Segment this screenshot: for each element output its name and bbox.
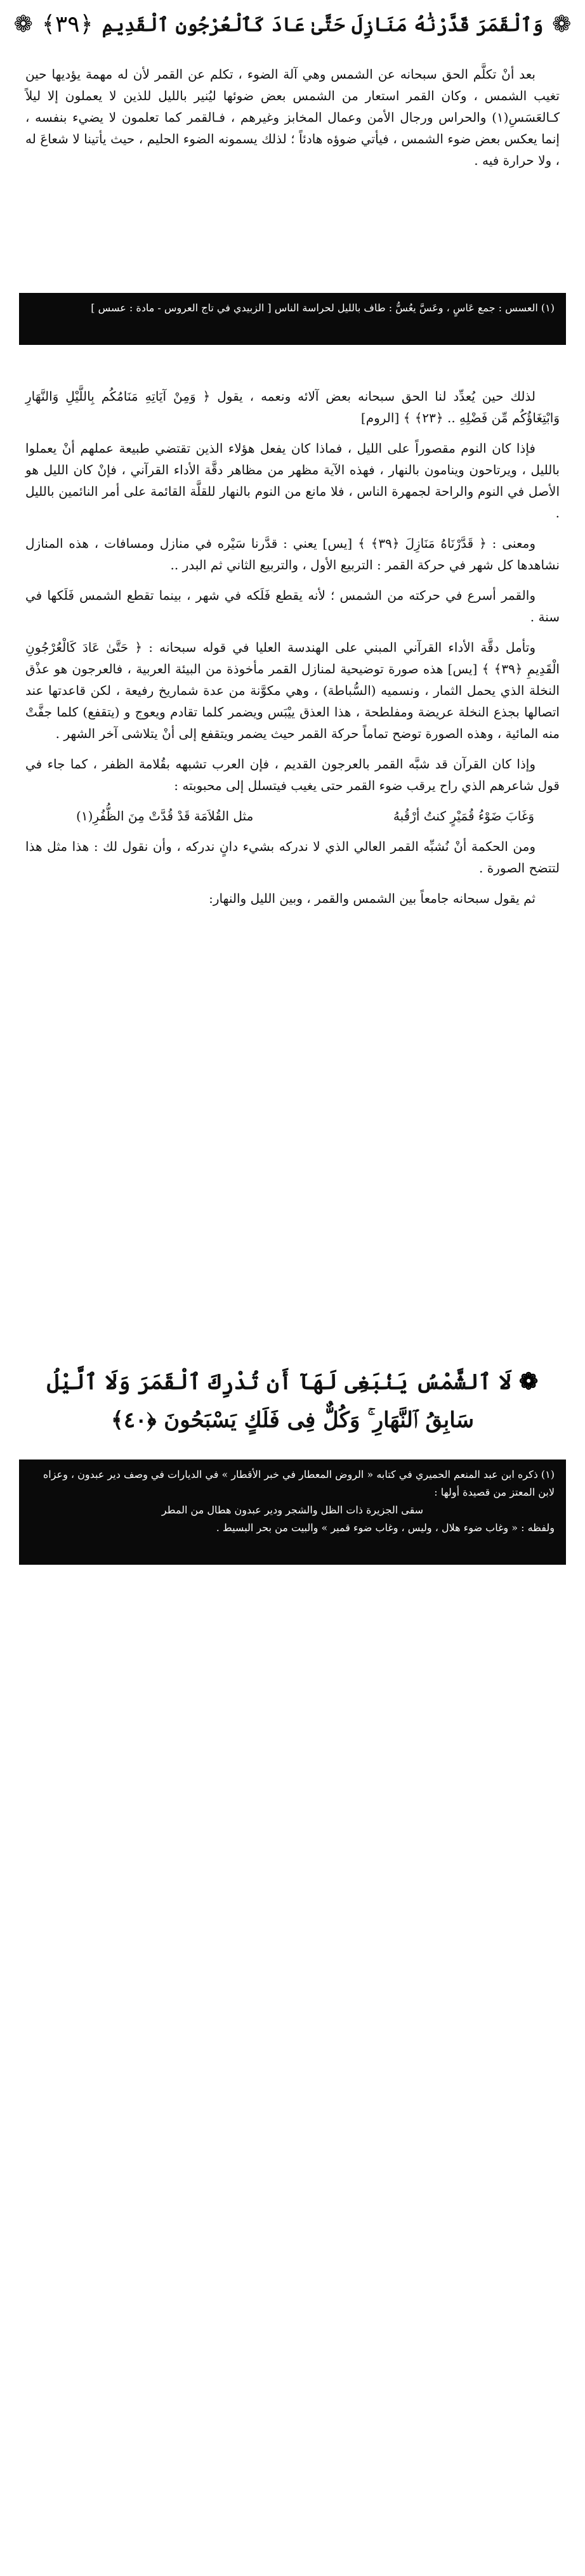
paragraph: لذلك حين يُعدِّد لنا الحق سبحانه بعض آلائه ونعمه ، يقول ﴿ وَمِنْ آيَاتِهِ مَنَامُكُم بِاللَّيْلِ وَالنَّهَارِ وَابْتِغَاؤُكُم مِّن فَضْلِهِ .. ﴿٢٣﴾ ﴾ [الروم] [25, 389, 560, 425]
verse-line-1 [38, 1363, 547, 1401]
footnote-line: ولفظه : « وغاب ضوء هلال ، وليس ، وغاب ضوء قمير » والبيت من بحر البسيط . [216, 1522, 555, 1534]
paragraph: وتأمل دقَّة الأداء القرآني المبني على الهندسة العليا في قوله سبحانه : ﴿ حَتَّىٰ عَادَ كَالْعُرْجُونِ الْقَدِيمِ ﴿٣٩﴾ ﴾ [يس] هذه صورة توضيحية لمنازل القمر مأخوذة من البيئة العربية ، فالعرجون هو عذْق النخلة الذي يحمل الثمار ، ونسميه (السُّباطة) ، وهي مكوَّنة من عدة شماريخ رفيعة ، لكن قاعدتها عند اتصالها بجذع النخلة عريضة ومفلطحة ، هذا العذق ييْبَس ويضمر كلما تقادم ويعوج و (يتقفع) كلما جفَّتْ منه المائية ، وهذه الصورة توضح تماماً حركة القمر حيث يضمر ويتقفع إلى أنْ يتلاشى آخر الشهر . [25, 640, 560, 741]
ornament-icon: ❁ [13, 11, 33, 37]
body-section-1 [25, 63, 560, 180]
body-section-2 [25, 385, 560, 918]
verse-line-2-text: سَابِقُ ٱلنَّهَارِ ۚ وَكُلٌّ فِى فَلَكٍ يَسْبَحُونَ [164, 1408, 475, 1433]
footnote-line: سقى الجزيرة ذات الظل والشجر ودير عبدون هطال من المطر [161, 1504, 424, 1516]
paragraph: ومن الحكمة أنْ نُشبِّه القمر العالي الذي لا ندركه بشيء دانٍ ندركه ، وأن نقول لك : هذا مثل هذا لتتضح الصورة . [25, 839, 560, 876]
poem-verse [25, 805, 560, 827]
poem-hemistich-1: وَغَابَ ضَوْءُ قُمَيْرٍ كنتُ أرْقُبهُ [393, 808, 534, 824]
ornament-icon: ❁ [552, 11, 572, 37]
paragraph: والقمر أسرع في حركته من الشمس ؛ لأنه يقطع فَلَكه في شهر ، بينما تقطع الشمس فَلَكها في سنة . [25, 588, 560, 625]
paragraph: وإذا كان القرآن قد شبَّه القمر بالعرجون القديم ، فإن العرب تشبهه بقُلامة الظفر ، كما جاء في قول شاعرهم الذي راح يرقب ضوء القمر حتى يغيب فيتسلل إلى محبوبته : [25, 756, 560, 793]
paragraph: ومعنى : ﴿ قَدَّرْنَاهُ مَنَازِلَ ﴿٣٩﴾ ﴾ [يس] يعني : قدَّرنا سَيْره في منازل ومسافات ، هذه المنازل نشاهدها كل شهر في حركة القمر : التربيع الأول ، والتربيع الثاني ثم البدر .. [25, 536, 560, 573]
footnote-line: (١) ذكره ابن عبد المنعم الحميري في كتابه « الروض المعطار في خبر الأقطار » في الديارات في وصف دير عبدون ، وعزاه لابن المعتز من قصيدة أولها : [43, 1468, 555, 1498]
verse-line-2 [38, 1401, 547, 1439]
blank-page-area [0, 1579, 585, 2576]
verse-number: ٣٩ [55, 11, 80, 37]
footnote-2 [19, 1460, 566, 1565]
verse-number-badge: ﴿٣٩﴾ [41, 11, 93, 37]
paragraph: ثم يقول سبحانه جامعاً بين الشمس والقمر ، وبين الليل والنهار: [209, 891, 536, 906]
verse-number: ٤٠ [123, 1408, 147, 1433]
paragraph: بعد أنْ تكلَّم الحق سبحانه عن الشمس وهي آلة الضوء ، تكلم عن القمر لأن له مهمة يؤديها حين تغيب الشمس ، وكان القمر استعار من الشمس بعض ضوئها ليُنير بالليل للذين لا يعملون إلا ليلاً كـالعَسَسِ(١) والحراس ورجال الأمن وعمال المخابز وغيرهم ، فـالقمر كما تعلمون لا يضيء بنفسه ، إنما يعكس بعض ضوء الشمس ، فيأتي ضوؤه هادئاً ؛ لذلك يسمونه الضوء الحليم ، حيث يأتينا لا شعاعَ له ، ولا حرارة فيه . [25, 67, 560, 168]
header-verse: وَٱلْقَمَرَ قَدَّرْنَٰهُ مَنَازِلَ حَتَّىٰ عَادَ كَٱلْعُرْجُونِ ٱلْقَدِيمِ [102, 13, 544, 36]
footnote-text: (١) العسس : جمع عَاسٍ ، وعَسَّ يعُسُّ : طاف بالليل لحراسة الناس [ الزبيدي في تاج العروس - مادة : عسس ] [91, 302, 555, 314]
poem-hemistich-2: مثل القُلاَمَة قَدْ قُدَّتْ مِنَ الظُّفُرِ(١) [76, 808, 254, 824]
verse-number-badge: ﴿٤٠﴾ [110, 1408, 157, 1433]
verse-line-1-text: لَا ٱلشَّمْسُ يَنۢبَغِى لَهَآ أَن تُدْرِكَ ٱلْقَمَرَ وَلَا ٱلَّيْلُ [46, 1369, 512, 1395]
footnote-1 [19, 293, 566, 345]
verse-40 [38, 1363, 547, 1439]
paragraph: فإذا كان النوم مقصوراً على الليل ، فماذا كان يفعل هؤلاء الذين تقتضي طبيعة عملهم أنْ يعملوا بالليل ، ويرتاحون وينامون بالنهار ، فهذه الآية مظهر من مظاهر دقَّة الأداء القرآني ، فإنْ كان الليل هو الأصل في النوم والراحة لجمهرة الناس ، فلا مانع من النوم بالنهار للقلَّة القائمة على أمر النائمين بالليل . [25, 441, 560, 521]
ornament-icon: ❁ [518, 1368, 539, 1395]
page-header [13, 5, 572, 44]
